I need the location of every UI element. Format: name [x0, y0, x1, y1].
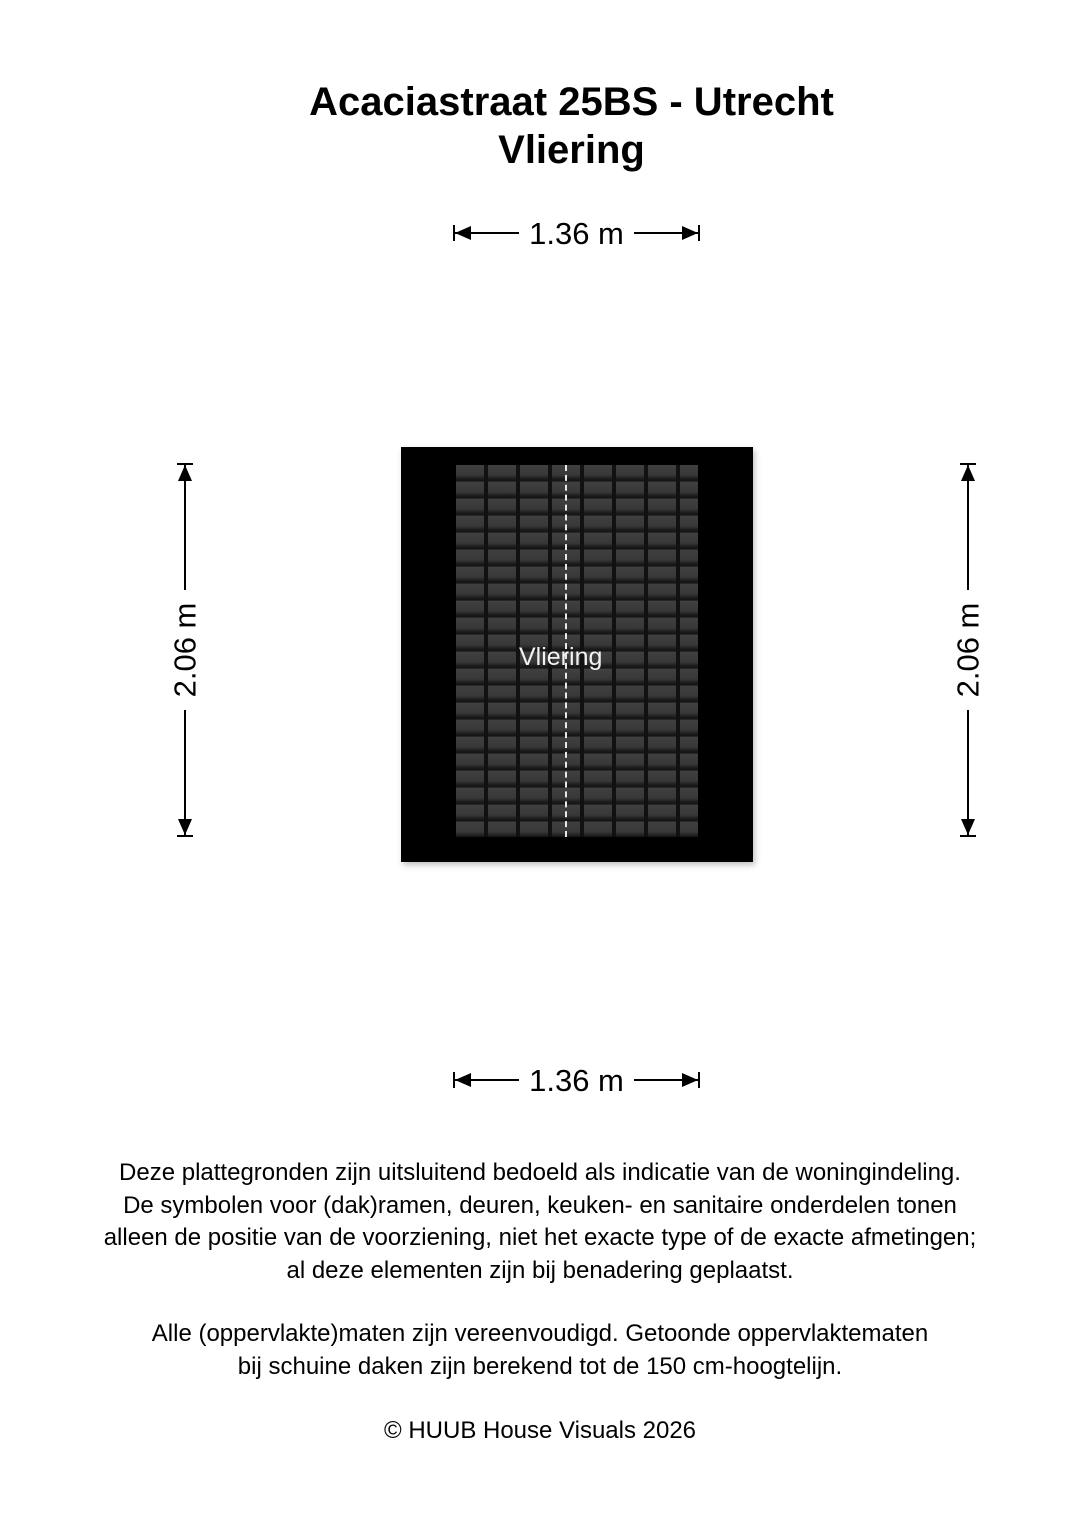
dimension-left-height	[167, 463, 203, 837]
disclaimer-line: Deze plattegronden zijn uitsluitend bedoeld als indicatie van de woningindeling.	[119, 1159, 961, 1186]
arrow-up-icon	[184, 463, 186, 590]
measurement-note	[0, 1318, 1080, 1383]
disclaimer-line: De symbolen voor (dak)ramen, deuren, keuken- en sanitaire onderdelen tonen	[123, 1191, 957, 1219]
dimension-top-width	[453, 215, 700, 251]
dimension-label: 1.36 m	[529, 215, 624, 251]
arrow-left-icon	[453, 232, 519, 234]
dimension-right-height	[950, 463, 986, 837]
plan-title: Acaciastraat 25BS - Utrecht	[309, 80, 834, 124]
dimension-label: 2.06 m	[167, 602, 203, 698]
room-vliering	[401, 447, 753, 862]
disclaimer-line: al deze elementen zijn bij benadering geplaatst.	[286, 1256, 794, 1284]
note-line: Alle (oppervlakte)maten zijn vereenvoudigd. Getoonde oppervlaktematen	[151, 1320, 929, 1347]
dimension-label: 1.36 m	[529, 1062, 624, 1098]
arrow-down-icon	[184, 710, 186, 837]
arrow-left-icon	[453, 1079, 519, 1081]
note-line: bij schuine daken zijn berekend tot de 150 cm-hoogtelijn.	[237, 1352, 843, 1380]
arrow-right-icon	[634, 232, 700, 234]
arrow-right-icon	[634, 1079, 700, 1081]
arrow-up-icon	[967, 463, 969, 590]
disclaimer-line: alleen de positie van de voorziening, niet het exacte type of de exacte afmetingen;	[103, 1224, 977, 1251]
copyright: © HUUB House Visuals 2026	[383, 1417, 697, 1444]
room-label: Vliering	[519, 643, 603, 671]
floor-name: Vliering	[498, 128, 645, 172]
dimension-bottom-width	[453, 1062, 700, 1098]
dimension-label: 2.06 m	[950, 602, 986, 698]
disclaimer	[0, 1157, 1080, 1287]
arrow-down-icon	[967, 710, 969, 837]
